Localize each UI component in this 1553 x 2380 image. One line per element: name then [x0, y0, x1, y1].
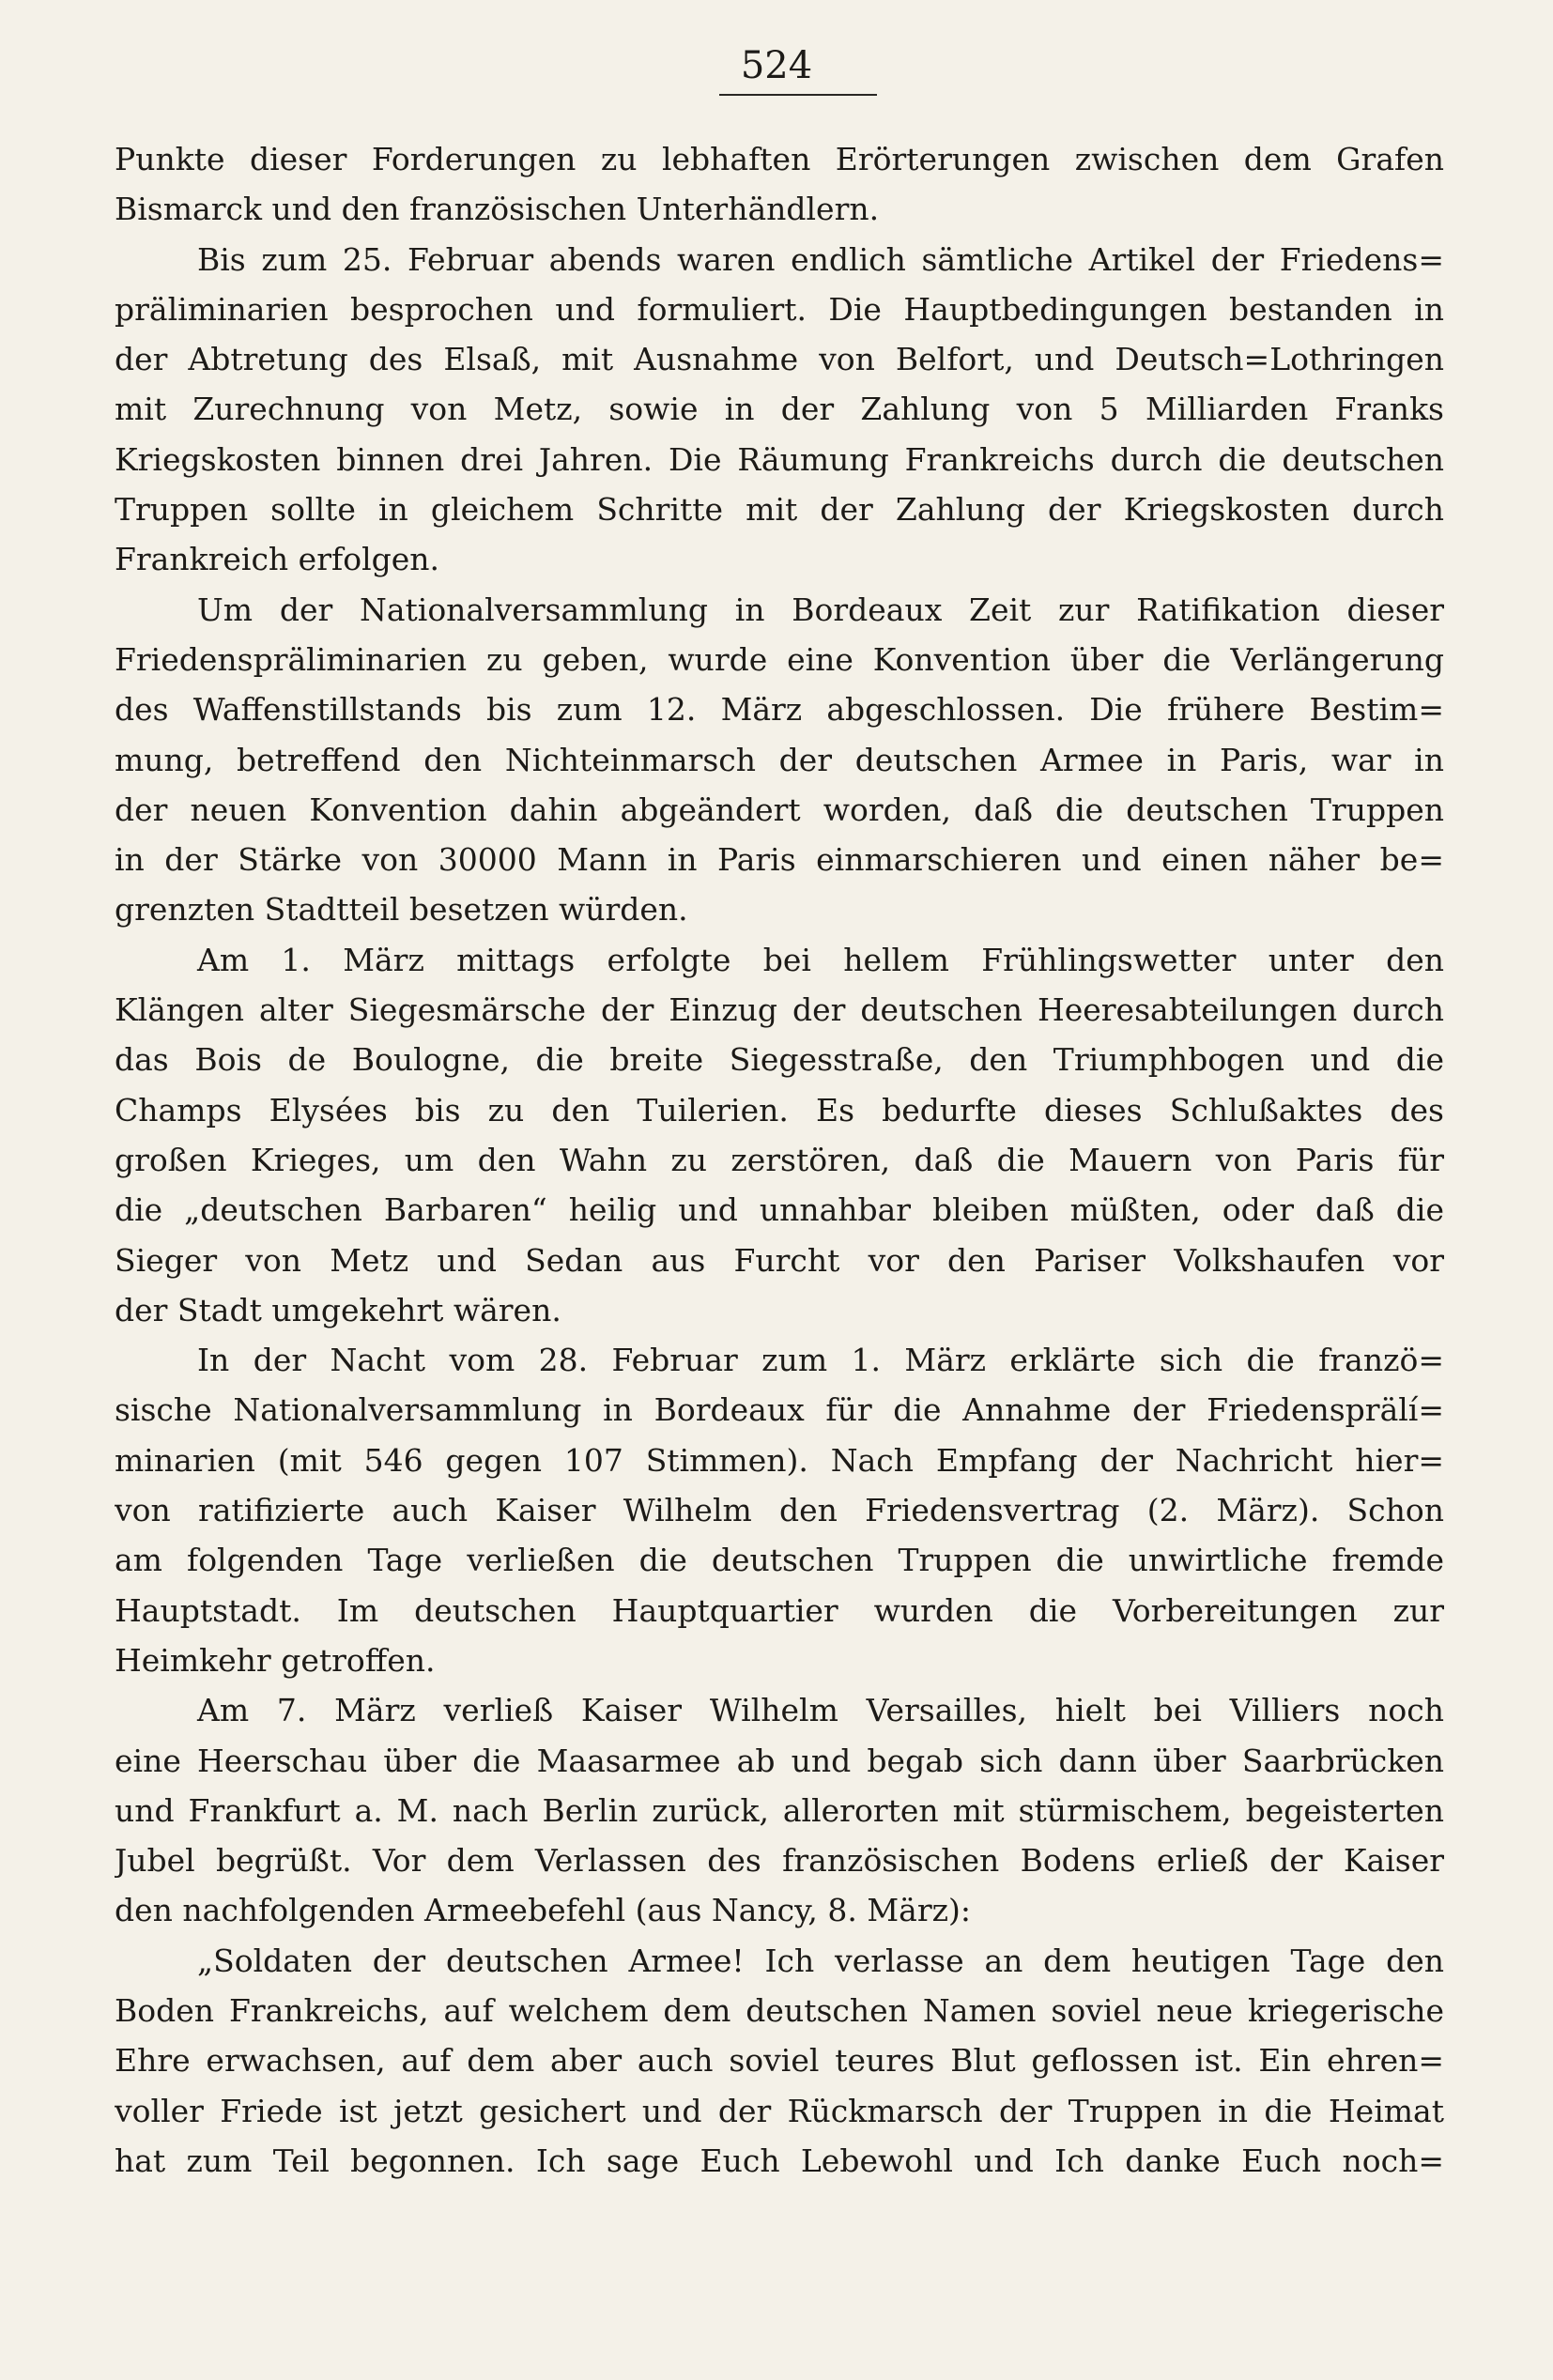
- text-line: minarien (mit 546 gegen 107 Stimmen). Nach Empfang der Nachricht hier=: [115, 1441, 1444, 1479]
- text-line: voller Friede ist jetzt gesichert und der Rückmarsch der Truppen in die Heimat: [115, 2092, 1444, 2129]
- text-line: eine Heerschau über die Maasarmee ab und begab sich dann über Saarbrücken: [115, 1742, 1444, 1779]
- text-line: „Soldaten der deutschen Armee! Ich verlasse an dem heutigen Tage den: [197, 1942, 1444, 1979]
- text-line: der Stadt umgekehrt wären.: [115, 1291, 561, 1328]
- text-line: am folgenden Tage verließen die deutschen Truppen die unwirtliche fremde: [115, 1542, 1444, 1579]
- text-line: Boden Frankreichs, auf welchem dem deutschen Namen soviel neue kriegerische: [115, 1991, 1444, 2029]
- text-line: und Frankfurt a. M. nach Berlin zurück, allerorten mit stürmischem, begeisterten: [115, 1791, 1444, 1829]
- text-line: Klängen alter Siegesmärsche der Einzug der deutschen Heeresabteilungen durch: [115, 991, 1444, 1029]
- text-line: von ratifizierte auch Kaiser Wilhelm den Friedensvertrag (2. März). Schon: [115, 1492, 1444, 1529]
- text-line: mit Zurechnung von Metz, sowie in der Zahlung von 5 Milliarden Franks: [115, 391, 1444, 428]
- text-line: Ehre erwachsen, auf dem aber auch soviel teures Blut geflossen ist. Ein ehren=: [115, 2042, 1444, 2080]
- page-number: 524: [740, 44, 813, 87]
- text-line: in der Stärke von 30000 Mann in Paris einmarschieren und einen näher be=: [115, 841, 1444, 879]
- page-number-rule: [719, 94, 877, 96]
- text-line: Sieger von Metz und Sedan aus Furcht vor den Pariser Volkshaufen vor: [115, 1241, 1444, 1279]
- text-line: Bis zum 25. Februar abends waren endlich sämtliche Artikel der Friedens=: [197, 240, 1444, 278]
- text-line: Am 1. März mittags erfolgte bei hellem Frühlingswetter unter den: [197, 941, 1444, 978]
- text-line: Am 7. März verließ Kaiser Wilhelm Versailles, hielt bei Villiers noch: [197, 1692, 1444, 1729]
- text-line: Kriegskosten binnen drei Jahren. Die Räumung Frankreichs durch die deutschen: [115, 440, 1444, 478]
- text-line: das Bois de Boulogne, die breite Siegesstraße, den Triumphbogen und die: [115, 1041, 1444, 1079]
- text-line: hat zum Teil begonnen. Ich sage Euch Lebewohl und Ich danke Euch noch=: [115, 2142, 1444, 2179]
- text-line: den nachfolgenden Armeebefehl (aus Nancy, 8. März):: [115, 1892, 971, 1929]
- text-line: Champs Elysées bis zu den Tuilerien. Es bedurfte dieses Schlußaktes des: [115, 1091, 1444, 1129]
- text-line: präliminarien besprochen und formuliert. Die Hauptbedingungen bestanden in: [115, 290, 1444, 328]
- text-line: Friedenspräliminarien zu geben, wurde eine Konvention über die Verlängerung: [115, 640, 1444, 678]
- text-line: grenzten Stadtteil besetzen würden.: [115, 891, 688, 929]
- text-line: Frankreich erfolgen.: [115, 541, 440, 578]
- text-line: Bismarck und den französischen Unterhändlern.: [115, 191, 880, 228]
- text-line: Hauptstadt. Im deutschen Hauptquartier wurden die Vorbereitungen zur: [115, 1591, 1444, 1629]
- text-line: Punkte dieser Forderungen zu lebhaften Erörterungen zwischen dem Grafen: [115, 141, 1444, 177]
- text-line: mung, betreffend den Nichteinmarsch der deutschen Armee in Paris, war in: [115, 741, 1444, 778]
- text-line: In der Nacht vom 28. Februar zum 1. März erklärte sich die franzö=: [197, 1342, 1444, 1379]
- text-line: die „deutschen Barbaren“ heilig und unnahbar bleiben müßten, oder daß die: [115, 1191, 1444, 1229]
- text-line: Um der Nationalversammlung in Bordeaux Zeit zur Ratifikation dieser: [197, 591, 1444, 628]
- text-line: Truppen sollte in gleichem Schritte mit der Zahlung der Kriegskosten durch: [115, 491, 1444, 529]
- body-text: [115, 134, 1444, 2186]
- text-line: der Abtretung des Elsaß, mit Ausnahme von Belfort, und Deutsch=Lothringen: [115, 341, 1444, 378]
- text-line: Heimkehr getroffen.: [115, 1641, 436, 1679]
- text-line: der neuen Konvention dahin abgeändert worden, daß die deutschen Truppen: [115, 791, 1444, 828]
- text-line: des Waffenstillstands bis zum 12. März abgeschlossen. Die frühere Bestim=: [115, 691, 1444, 729]
- text-line: Jubel begrüßt. Vor dem Verlassen des französischen Bodens erließ der Kaiser: [115, 1842, 1444, 1880]
- text-line: großen Krieges, um den Wahn zu zerstören, daß die Mauern von Paris für: [115, 1141, 1444, 1178]
- text-line: sische Nationalversammlung in Bordeaux für die Annahme der Friedensprälí=: [115, 1391, 1444, 1429]
